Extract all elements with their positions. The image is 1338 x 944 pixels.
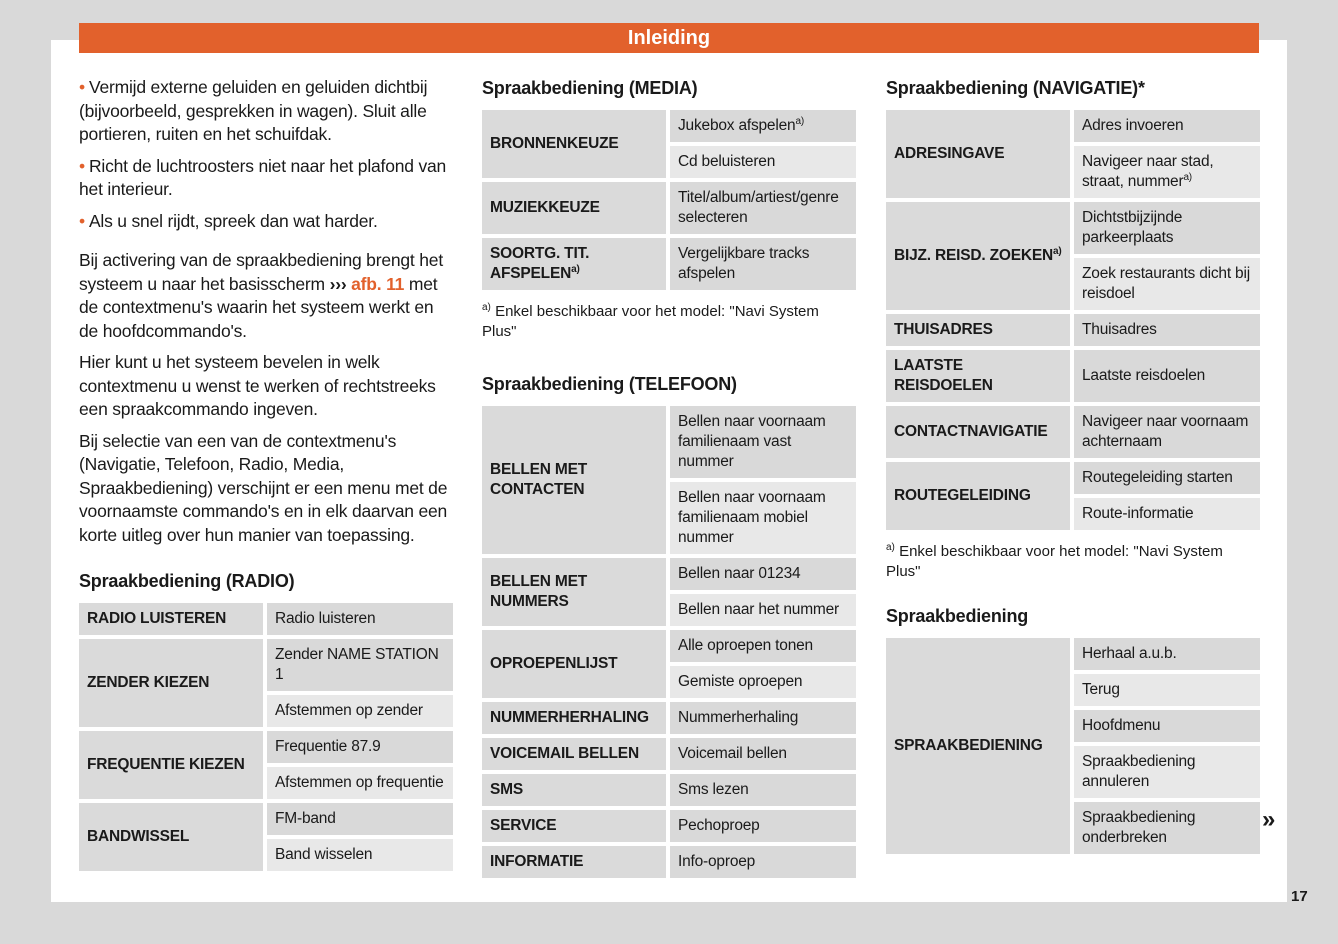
table-row	[482, 738, 856, 770]
table-row	[482, 558, 856, 590]
table-row	[482, 846, 856, 878]
cell-text: MUZIEKKEUZE	[490, 199, 600, 216]
command-phrase	[670, 110, 856, 142]
command-category	[79, 603, 263, 635]
table-row	[886, 350, 1260, 402]
cell-text: Zender NAME STATION 1	[275, 646, 439, 683]
page-number: 17	[1291, 888, 1308, 905]
table-row	[482, 810, 856, 842]
command-phrase	[670, 594, 856, 626]
table-title: Spraakbediening (RADIO)	[79, 571, 295, 591]
bullet-item: • Richt de luchtroosters niet naar het plafond van het interieur.	[79, 155, 447, 199]
figure-link[interactable]: afb. 11	[351, 273, 405, 294]
command-category	[886, 202, 1070, 310]
command-category	[482, 406, 666, 554]
command-phrase	[1074, 350, 1260, 402]
command-phrase	[267, 731, 453, 763]
command-category	[482, 738, 666, 770]
bullet-icon: •	[79, 155, 85, 176]
cell-text: Navigeer naar stad, straat, nummer	[1082, 153, 1214, 190]
command-phrase	[1074, 746, 1260, 798]
cell-text: BIJZ. REISD. ZOEKEN	[894, 247, 1053, 264]
cell-text: SMS	[490, 781, 523, 798]
command-table	[882, 106, 1264, 534]
cell-text: Pechoproep	[678, 817, 760, 834]
footnote-text: Enkel beschikbaar voor het model: "Navi System Plus"	[886, 543, 1223, 580]
section-header: Inleiding	[79, 23, 1259, 53]
cell-text: INFORMATIE	[490, 853, 584, 870]
command-category	[482, 846, 666, 878]
cell-text: ZENDER KIEZEN	[87, 674, 210, 691]
cell-text: Sms lezen	[678, 781, 749, 798]
cell-text: CONTACTNAVIGATIE	[894, 423, 1048, 440]
cell-text: Bellen naar het nummer	[678, 601, 840, 618]
table-row	[482, 630, 856, 662]
telefoon-commands	[482, 372, 856, 882]
command-phrase	[670, 774, 856, 806]
cell-text: Dichtstbijzijnde parkeerplaats	[1082, 209, 1183, 246]
command-phrase	[1074, 674, 1260, 706]
command-category	[886, 350, 1070, 402]
command-phrase	[267, 839, 453, 871]
table-row	[482, 110, 856, 142]
cell-text: Adres invoeren	[1082, 117, 1184, 134]
navigatie-commands	[886, 76, 1260, 582]
command-phrase	[670, 738, 856, 770]
command-phrase	[670, 146, 856, 178]
cell-text: Routegeleiding starten	[1082, 469, 1233, 486]
table-row	[79, 803, 453, 835]
command-phrase	[670, 702, 856, 734]
paragraph-selection: Bij selectie van een van de contextmenu's (Navigatie, Telefoon, Radio, Media, Spraakbediening) verschijnt er een menu met de voornaamste commando's en in elk daarvan een korte uitleg over hun manier van toepassing.	[79, 430, 448, 545]
command-phrase	[1074, 802, 1260, 854]
command-category	[482, 238, 666, 290]
command-phrase	[670, 406, 856, 478]
cell-text: Info-oproep	[678, 853, 756, 870]
cell-text: Frequentie 87.9	[275, 738, 381, 755]
cell-text: Terug	[1082, 681, 1120, 698]
command-table	[882, 634, 1264, 858]
cell-text: Spraakbediening annuleren	[1082, 753, 1196, 790]
command-table	[75, 599, 457, 875]
footnote-mark: a)	[571, 263, 580, 275]
command-phrase	[1074, 638, 1260, 670]
command-phrase	[670, 630, 856, 662]
cell-text: Jukebox afspelen	[678, 117, 796, 134]
cell-text: Herhaal a.u.b.	[1082, 645, 1177, 662]
table-row	[886, 462, 1260, 494]
command-phrase	[267, 695, 453, 727]
footnote-text: Enkel beschikbaar voor het model: "Navi System Plus"	[482, 303, 819, 340]
command-phrase	[1074, 202, 1260, 254]
command-phrase	[670, 558, 856, 590]
command-category	[482, 630, 666, 698]
table-row	[79, 731, 453, 763]
table-row	[886, 202, 1260, 254]
cell-text: SERVICE	[490, 817, 557, 834]
table-row	[482, 702, 856, 734]
cell-text: LAATSTE REISDOELEN	[894, 357, 993, 394]
bullet-item: • Als u snel rijdt, spreek dan wat harder.	[79, 210, 378, 231]
cell-text: Gemiste oproepen	[678, 673, 803, 690]
cell-text: Nummerherhaling	[678, 709, 799, 726]
command-phrase	[670, 482, 856, 554]
spraak-commands	[886, 604, 1260, 858]
command-category	[79, 731, 263, 799]
command-phrase	[670, 238, 856, 290]
table-title: Spraakbediening	[886, 606, 1029, 626]
intro-column	[79, 76, 453, 875]
cell-text: BRONNENKEUZE	[490, 135, 619, 152]
cell-text: Bellen naar voornaam familienaam mobiel nummer	[678, 489, 826, 546]
command-phrase	[670, 810, 856, 842]
command-phrase	[1074, 462, 1260, 494]
cell-text: Zoek restaurants dicht bij reisdoel	[1082, 265, 1250, 302]
cell-text: Cd beluisteren	[678, 153, 776, 170]
footnote-mark: a)	[795, 115, 804, 127]
cell-text: ROUTEGELEIDING	[894, 487, 1031, 504]
command-category	[482, 182, 666, 234]
media-commands	[482, 76, 856, 342]
command-category	[886, 314, 1070, 346]
cell-text: THUISADRES	[894, 321, 993, 338]
cell-text: FREQUENTIE KIEZEN	[87, 756, 245, 773]
cell-text: Laatste reisdoelen	[1082, 367, 1206, 384]
command-category	[482, 110, 666, 178]
cell-text: Voicemail bellen	[678, 745, 787, 762]
command-phrase	[1074, 314, 1260, 346]
command-phrase	[1074, 498, 1260, 530]
cell-text: Thuisadres	[1082, 321, 1157, 338]
command-phrase	[1074, 146, 1260, 198]
command-phrase	[1074, 710, 1260, 742]
cell-text: Hoofdmenu	[1082, 717, 1161, 734]
bullet-icon: •	[79, 77, 85, 97]
cell-text: RADIO LUISTEREN	[87, 610, 227, 627]
table-row	[482, 406, 856, 478]
footnote-mark: a)	[886, 542, 895, 553]
command-table	[478, 402, 860, 882]
table-row	[482, 774, 856, 806]
table-title: Spraakbediening (MEDIA)	[482, 78, 698, 98]
table-row	[482, 182, 856, 234]
command-category	[79, 803, 263, 871]
bullet-item: • Vermijd externe geluiden en geluiden dichtbij (bijvoorbeeld, gesprekken in wagen). Sluit alle portieren, ruiten en het schuifdak.	[79, 77, 428, 144]
command-table	[478, 106, 860, 294]
cell-text: Afstemmen op frequentie	[275, 774, 444, 791]
command-category	[79, 639, 263, 727]
cell-text: Spraakbediening onderbreken	[1082, 809, 1196, 846]
command-phrase	[670, 846, 856, 878]
cell-text: Vergelijkbare tracks afspelen	[678, 245, 810, 282]
command-category	[886, 110, 1070, 198]
right-column	[886, 76, 1260, 858]
cell-text: Band wisselen	[275, 846, 373, 863]
command-category	[482, 558, 666, 626]
command-phrase	[670, 666, 856, 698]
cell-text: Navigeer naar voornaam achternaam	[1082, 413, 1249, 450]
command-phrase	[267, 603, 453, 635]
cell-text: ADRESINGAVE	[894, 145, 1005, 162]
middle-column	[482, 76, 856, 882]
command-phrase	[1074, 406, 1260, 458]
footnote	[482, 302, 856, 342]
command-phrase	[1074, 110, 1260, 142]
command-phrase	[267, 803, 453, 835]
cell-text: BANDWISSEL	[87, 828, 190, 845]
table-row	[886, 638, 1260, 670]
table-row	[886, 314, 1260, 346]
footnote-mark: a)	[1183, 171, 1192, 183]
command-phrase	[1074, 258, 1260, 310]
cell-text: Alle oproepen tonen	[678, 637, 813, 654]
cell-text: NUMMERHERHALING	[490, 709, 649, 726]
table-row	[482, 238, 856, 290]
table-row	[886, 406, 1260, 458]
cell-text: Titel/album/artiest/genre selecteren	[678, 189, 839, 226]
cell-text: SOORTG. TIT. AFSPELEN	[490, 245, 590, 282]
paragraph-activation: Bij activering van de spraakbediening brengt het systeem u naar het basisscherm ››› afb. 11 met de contextmenu's waarin het systeem werkt en de hoofdcommando's.	[79, 250, 443, 341]
cell-text: Radio luisteren	[275, 610, 376, 627]
table-title: Spraakbediening (NAVIGATIE)*	[886, 78, 1145, 98]
cell-text: Afstemmen op zender	[275, 702, 423, 719]
command-phrase	[267, 767, 453, 799]
command-category	[886, 462, 1070, 530]
table-row	[886, 110, 1260, 142]
table-row	[79, 639, 453, 691]
command-category	[482, 810, 666, 842]
cell-text: FM-band	[275, 810, 336, 827]
cell-text: BELLEN MET CONTACTEN	[490, 461, 588, 498]
radio-commands	[79, 569, 453, 875]
bullet-icon: •	[79, 210, 85, 231]
arrow-icon: ›››	[329, 273, 347, 294]
command-category	[482, 774, 666, 806]
footnote	[886, 542, 1260, 582]
continue-icon: »	[1262, 806, 1276, 833]
cell-text: SPRAAKBEDIENING	[894, 737, 1043, 754]
table-title: Spraakbediening (TELEFOON)	[482, 374, 737, 394]
cell-text: Bellen naar voornaam familienaam vast nummer	[678, 413, 826, 470]
cell-text: BELLEN MET NUMMERS	[490, 573, 588, 610]
cell-text: OPROEPENLIJST	[490, 655, 618, 672]
command-category	[482, 702, 666, 734]
footnote-mark: a)	[1052, 245, 1062, 257]
paragraph-context: Hier kunt u het systeem bevelen in welk contextmenu u wenst te werken of rechtstreeks een spraakcommando ingeven.	[79, 352, 436, 419]
footnote-mark: a)	[482, 302, 491, 313]
cell-text: VOICEMAIL BELLEN	[490, 745, 639, 762]
command-category	[886, 638, 1070, 854]
command-phrase	[670, 182, 856, 234]
command-phrase	[267, 639, 453, 691]
cell-text: Bellen naar 01234	[678, 565, 801, 582]
table-row	[79, 603, 453, 635]
cell-text: Route-informatie	[1082, 505, 1194, 522]
command-category	[886, 406, 1070, 458]
